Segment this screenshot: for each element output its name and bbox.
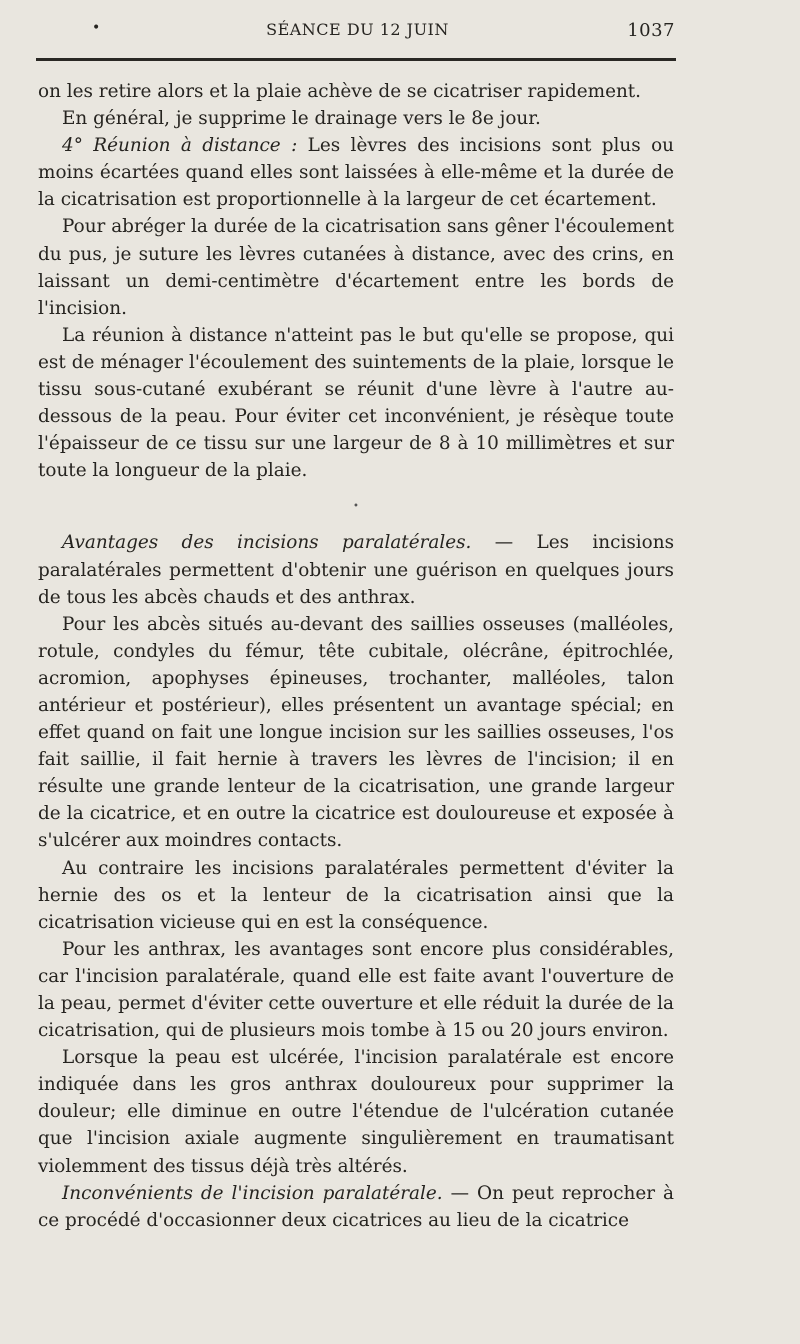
running-head [40, 18, 675, 44]
paragraph-text: Pour les abcès situés au-devant des saillies osseuses (malléoles, rotule, condyles du fémur, tête cubitale, olécrâne, épitrochlée, acromion, apophyses épineuses, trochanter, malléoles, talon antérieur et postérieur), elles présentent un avantage spécial; en effet quand on fait une longue incision sur les saillies osseuses, l'os fait saillie, il fait hernie à travers les lèvres de l'incision; il en résulte une grande lenteur de la cicatrisation, une grande largeur de la cicatrice, et en outre la cicatrice est douloureuse et exposée à s'ulcérer aux moindres contacts. [38, 613, 674, 852]
paragraph-text: on les retire alors et la plaie achève de se cicatriser rapidement. [38, 81, 642, 102]
paragraph-text: En général, je supprime le drainage vers le 8e jour. [62, 108, 541, 130]
paragraph-3 [38, 132, 674, 213]
page-number: 1037 [627, 20, 675, 41]
paragraph-text: Les lèvres des incisions sont plus ou moins écartées quand elles sont laissées à elle-même et la durée de la cicatrisation est proportionnelle à la largeur de cet écartement. [38, 135, 674, 211]
section-heading: Avantages des incisions paralatérales. [62, 532, 472, 554]
paragraph-7 [38, 611, 674, 855]
section-lead: 4° Réunion à distance : [62, 135, 298, 157]
paragraph-8 [38, 855, 674, 936]
body-text [38, 78, 674, 1234]
paragraph-text: — On peut reprocher à ce procédé d'occasionner deux cicatrices au lieu de la cicatrice [38, 1182, 674, 1231]
header-rule [36, 58, 676, 61]
paragraph-1 [38, 78, 674, 105]
paragraph-text: Pour les anthrax, les avantages sont encore plus considérables, car l'incision paralatérale, quand elle est faite avant l'ouverture de la peau, permet d'éviter cette ouverture et elle réduit la durée de la cicatrisation, qui de plusieurs mois tombe à 15 ou 20 jours environ. [38, 938, 674, 1042]
section-heading: Inconvénients de l'incision paralatérale. [62, 1182, 443, 1204]
header-dot: • [92, 20, 101, 36]
paragraph-5 [38, 322, 674, 485]
header-title: SÉANCE DU 12 JUIN [266, 20, 449, 39]
paragraph-2 [38, 105, 674, 132]
paragraph-text: Pour abréger la durée de la cicatrisation sans gêner l'écoulement du pus, je suture les lèvres cutanées à distance, avec des crins, en laissant un demi-centimètre d'écartement entre les bords de l'incision. [38, 216, 674, 319]
paragraph-10 [38, 1044, 674, 1179]
paragraph-6 [38, 529, 674, 610]
paragraph-text: Au contraire les incisions paralatérales permettent d'éviter la hernie des os et la lenteur de la cicatrisation ainsi que la cicatrisation vicieuse qui en est la conséquence. [38, 857, 674, 933]
paragraph-4 [38, 213, 674, 321]
paragraph-text: — Les incisions paralatérales permettent d'obtenir une guérison en quelques jours de tous les abcès chauds et des anthrax. [38, 532, 675, 608]
section-separator: • [353, 501, 359, 513]
paragraph-11 [38, 1180, 674, 1234]
paragraph-text: La réunion à distance n'atteint pas le but qu'elle se propose, qui est de ménager l'écoulement des suintements de la plaie, lorsque le tissu sous-cutané exubérant se réunit d'une lèvre à l'autre au-dessous de la peau. Pour éviter cet inconvénient, je résèque toute l'épaisseur de ce tissu sur une largeur de 8 à 10 millimètres et sur toute la longueur de la plaie. [38, 324, 674, 482]
paragraph-9 [38, 936, 674, 1044]
paragraph-text: Lorsque la peau est ulcérée, l'incision paralatérale est encore indiquée dans les gros anthrax douloureux pour supprimer la douleur; elle diminue en outre l'étendue de l'ulcération cutanée que l'incision axiale augmente singulièrement en traumatisant violemment des tissus déjà très altérés. [38, 1047, 674, 1177]
